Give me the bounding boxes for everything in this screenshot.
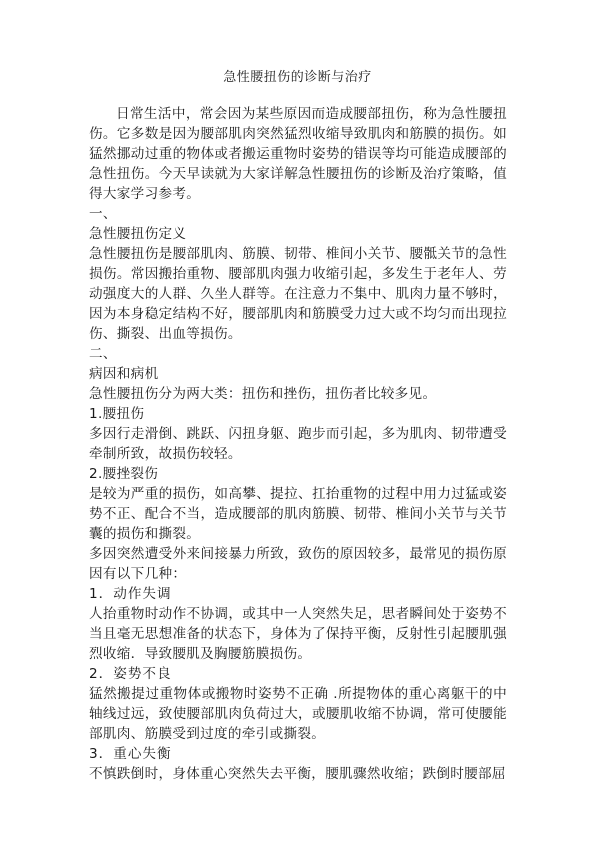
section-2-number: 二、 (89, 346, 117, 362)
subsection-1-paragraph: 多因行走滑倒、跳跃、闪扭身躯、跑步而引起，多为肌肉、韧带遭受牵制所致，故损伤较轻。 (89, 426, 507, 462)
causes-intro-paragraph: 多因突然遭受外来间接暴力所致，致伤的原因较多，最常见的损伤原因有以下几种： (89, 546, 507, 582)
subsection-1-heading: 1.腰扭伤 (89, 406, 145, 422)
cause-1-heading: 1．动作失调 (89, 586, 172, 602)
cause-3-paragraph: 不慎跌倒时，身体重心突然失去平衡，腰肌骤然收缩；跌倒时腰部屈 (89, 766, 506, 782)
section-1-paragraph: 急性腰扭伤是腰部肌肉、筋膜、韧带、椎间小关节、腰骶关节的急性损伤。常因搬抬重物、腰部肌肉强力收缩引起，多发生于老年人、劳动强度大的人群、久坐人群等。在注意力不集中、肌肉力量不够时，因为本身稳定结构不好，腰部肌肉和筋膜受力过大或不均匀而出现拉伤、撕裂、出血等损伤。 (89, 246, 507, 342)
cause-3-heading: 3．重心失衡 (89, 746, 172, 762)
subsection-2-heading: 2.腰挫裂伤 (89, 466, 159, 482)
section-1-heading: 急性腰扭伤定义 (89, 226, 187, 242)
cause-2-paragraph: 猛然搬提过重物体或搬物时姿势不正确 .所提物体的重心离躯干的中轴线过远，致使腰部肌肉负荷过大，或腰肌收缩不协调，常可使腰能部肌肉、筋膜受到过度的牵引或撕裂。 (89, 686, 507, 742)
document-title: 急性腰扭伤的诊断与治疗 (223, 70, 372, 85)
section-1-number: 一、 (89, 206, 117, 222)
document-body (89, 104, 507, 784)
section-2-paragraph: 急性腰扭伤分为两大类：扭伤和挫伤，扭伤者比较多见。 (89, 386, 437, 402)
intro-paragraph: 日常生活中，常会因为某些原因而造成腰部扭伤，称为急性腰扭伤。它多数是因为腰部肌肉突然猛烈收缩导致肌肉和筋膜的损伤。如猛然挪动过重的物体或者搬运重物时姿势的错误等均可能造成腰部的急性扭伤。今天早读就为大家详解急性腰扭伤的诊断及治疗策略，值得大家学习参考。 (89, 106, 507, 202)
section-2-heading: 病因和病机 (89, 366, 159, 382)
subsection-2-paragraph: 是较为严重的损伤，如高攀、提拉、扛抬重物的过程中用力过猛或姿势不正、配合不当，造成腰部的肌肉筋膜、韧带、椎间小关节与关节囊的损伤和撕裂。 (89, 486, 507, 542)
cause-2-heading: 2．姿势不良 (89, 666, 172, 682)
cause-1-paragraph: 人抬重物时动作不协调，或其中一人突然失足，思者瞬间处于姿势不当且毫无思想准备的状态下，身体为了保持平衡，反射性引起腰肌强烈收缩．导致腰肌及胸腰筋膜损伤。 (89, 606, 507, 662)
